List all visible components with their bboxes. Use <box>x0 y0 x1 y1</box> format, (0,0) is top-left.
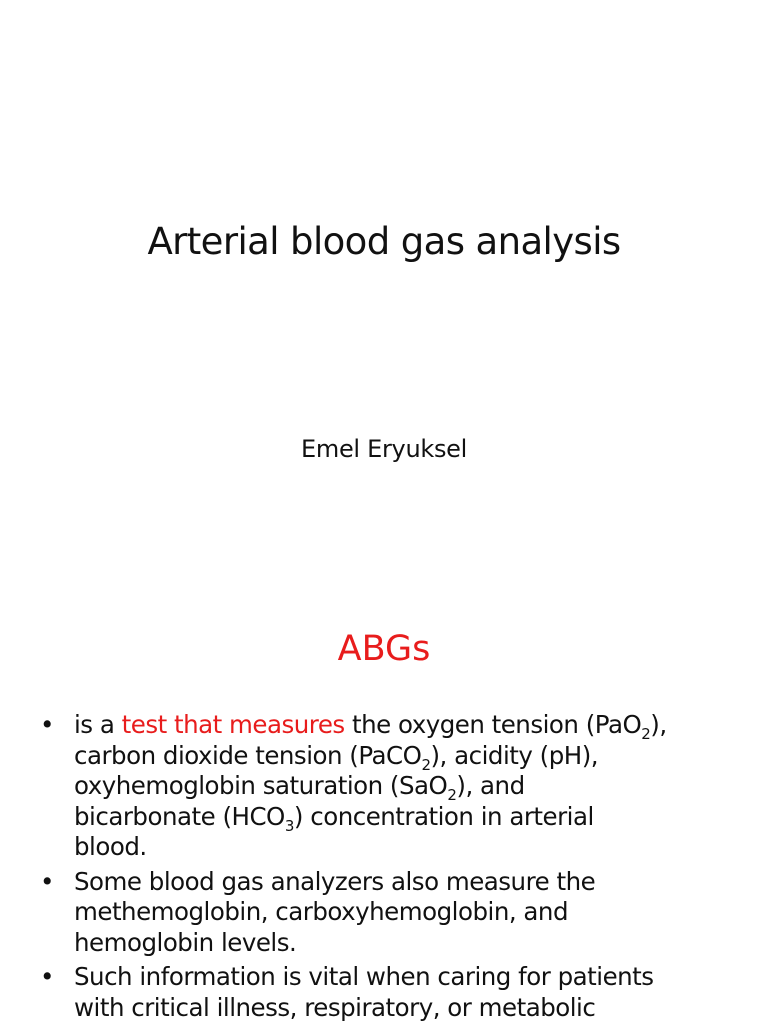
subscript: 2 <box>641 725 651 743</box>
text-span: carbon dioxide tension (PaCO <box>74 740 422 770</box>
subscript: 3 <box>284 816 294 835</box>
bullet-line <box>74 771 764 802</box>
bullet-item <box>40 710 764 863</box>
text-span: is a <box>74 710 122 739</box>
text-span: ), and <box>456 771 525 800</box>
bullet-item <box>40 962 764 1023</box>
text-span: the oxygen tension (PaO <box>344 710 642 739</box>
text-span: oxyhemoglobin saturation (SaO <box>74 771 448 800</box>
bullet-line: Some blood gas analyzers also measure the <box>74 866 596 896</box>
bullet-line: methemoglobin, carboxyhemoglobin, and <box>74 897 569 926</box>
bullet-line: blood. <box>74 832 147 861</box>
text-span: bicarbonate (HCO <box>74 801 285 831</box>
highlighted-text: test that measures <box>121 710 345 739</box>
bullet-item <box>40 867 764 959</box>
text-span: ), <box>650 710 667 739</box>
bullet-line: Such information is vital when caring for patients <box>74 962 654 991</box>
slide-title: Arterial blood gas analysis <box>147 220 621 263</box>
subscript: 2 <box>421 755 431 774</box>
subscript: 2 <box>447 786 457 804</box>
text-span: ), acidity (pH), <box>430 740 599 770</box>
bullet-line: hemoglobin levels. <box>74 927 297 957</box>
bullet-icon: • <box>40 710 54 739</box>
bullet-line <box>74 710 764 741</box>
text-span: ) concentration in arterial <box>293 801 594 831</box>
bullet-icon: • <box>40 962 54 991</box>
slide-author: Emel Eryuksel <box>301 435 467 463</box>
bullet-line: with critical illness, respiratory, or metabolic <box>74 992 596 1022</box>
section-title: ABGs <box>337 629 431 669</box>
bullet-list <box>40 710 764 1024</box>
bullet-line <box>74 741 764 772</box>
bullet-line <box>74 802 764 833</box>
bullet-icon: • <box>40 866 54 896</box>
